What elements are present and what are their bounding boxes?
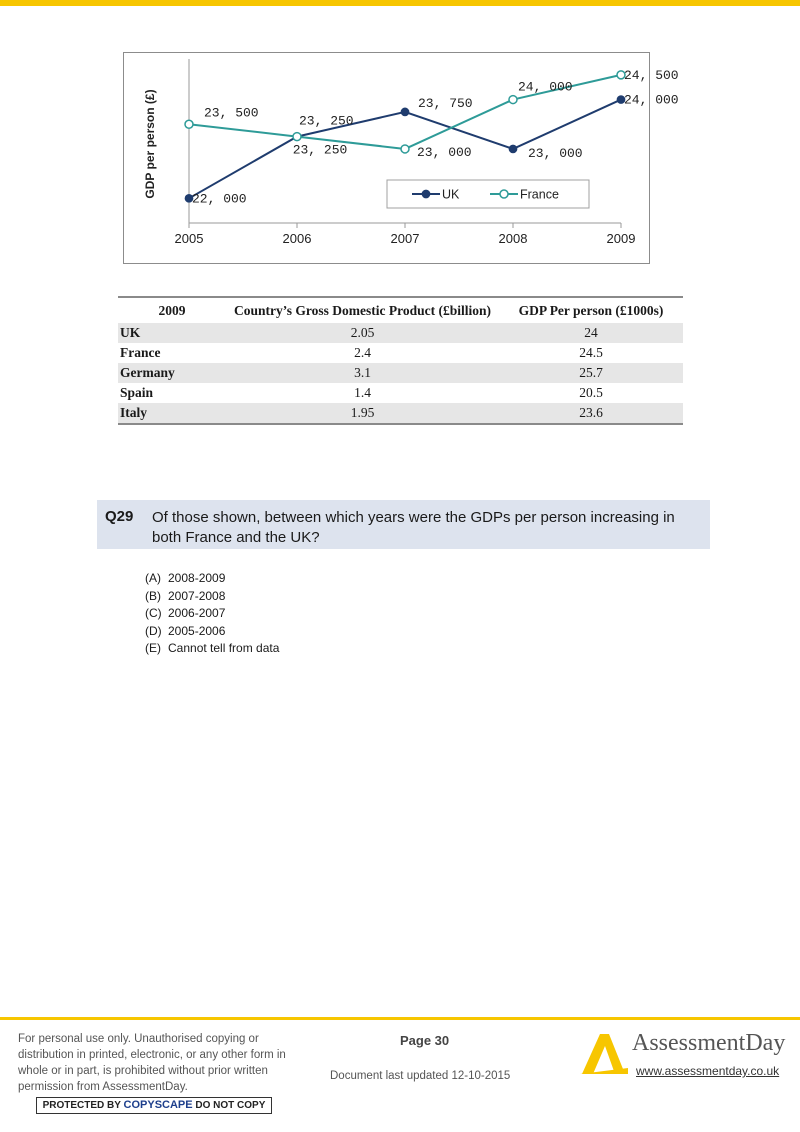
chart-canvas xyxy=(124,53,679,263)
option-letter: (C) xyxy=(145,606,162,620)
table-cell-gdp-per-person: 24.5 xyxy=(579,345,603,360)
table-cell-gdp: 1.4 xyxy=(354,385,371,400)
table-header-gdp: Country’s Gross Domestic Product (£billion) xyxy=(234,303,491,318)
table-cell-gdp-per-person: 25.7 xyxy=(579,365,603,380)
page-number: Page 30 xyxy=(400,1033,450,1048)
copyscape-badge[interactable] xyxy=(36,1097,272,1114)
table-cell-country: Germany xyxy=(120,365,175,380)
option-letter: (B) xyxy=(145,588,161,603)
copyscape-suffix: DO NOT COPY xyxy=(195,1100,266,1111)
copyscape-brand: COPYSCAPE xyxy=(123,1099,193,1111)
legend-label: UK xyxy=(442,187,460,202)
table-row xyxy=(118,363,683,383)
website-link[interactable]: www.assessmentday.co.uk xyxy=(636,1064,780,1078)
table-header-row xyxy=(118,297,683,323)
brand-name: AssessmentDay xyxy=(632,1030,786,1056)
data-point-uk xyxy=(509,145,516,152)
y-axis-title: GDP per person (£) xyxy=(143,89,157,199)
data-point-france xyxy=(509,96,517,104)
data-label-france: 23, 500 xyxy=(204,105,259,121)
answer-option-e[interactable] xyxy=(145,640,279,658)
table-row xyxy=(118,343,683,363)
option-text: 2005-2006 xyxy=(168,623,226,638)
table-cell-gdp: 3.1 xyxy=(354,365,371,380)
table-cell-gdp-per-person: 23.6 xyxy=(579,405,603,420)
table-row xyxy=(118,323,683,343)
option-text: 2007-2008 xyxy=(168,588,226,603)
option-text: 2008-2009 xyxy=(168,571,226,585)
option-letter: (E) xyxy=(145,641,161,655)
answer-option-a[interactable] xyxy=(145,570,279,588)
answer-options xyxy=(145,570,279,658)
data-point-france xyxy=(293,133,301,141)
table-cell-gdp: 1.95 xyxy=(350,405,375,420)
data-label-uk: 23, 250 xyxy=(299,113,354,129)
copyright-notice: For personal use only. Unauthorised copying or distribution in printed, electronic, or any other form in whole or in part, is prohibited without prior written permission from AssessmentDay. xyxy=(18,1033,286,1093)
table-cell-country: France xyxy=(120,345,161,360)
table-header-gdp-per-person: GDP Per person (£1000s) xyxy=(518,303,664,318)
data-label-france: 24, 500 xyxy=(624,67,679,83)
answer-option-b[interactable] xyxy=(145,588,279,606)
last-updated: Document last updated 12-10-2015 xyxy=(330,1070,511,1082)
gdp-table xyxy=(118,296,683,425)
table-cell-country: Italy xyxy=(120,405,147,420)
data-label-uk: 23, 000 xyxy=(528,145,583,161)
legend-swatch-marker xyxy=(422,190,429,197)
table-row xyxy=(118,403,683,424)
x-tick-label: 2005 xyxy=(174,231,204,246)
option-text: 2006-2007 xyxy=(168,606,226,620)
data-label-uk: 24, 000 xyxy=(624,92,679,108)
assessmentday-logo-icon xyxy=(578,1030,630,1076)
table-cell-country: Spain xyxy=(120,385,154,400)
option-text: Cannot tell from data xyxy=(168,641,280,655)
option-letter: (D) xyxy=(145,623,162,638)
data-point-uk xyxy=(401,108,408,115)
option-letter: (A) xyxy=(145,571,161,585)
question-box xyxy=(97,500,710,549)
copyscape-prefix: PROTECTED BY xyxy=(42,1100,121,1111)
legend-swatch-marker xyxy=(500,190,508,198)
table-cell-gdp-per-person: 20.5 xyxy=(579,385,603,400)
table-row xyxy=(118,383,683,403)
x-tick-label: 2006 xyxy=(282,231,312,246)
data-label-france: 23, 250 xyxy=(292,142,348,158)
data-label-uk: 23, 750 xyxy=(418,95,473,111)
table-cell-gdp: 2.05 xyxy=(350,325,375,340)
x-tick-label: 2008 xyxy=(498,231,528,246)
x-tick-label: 2009 xyxy=(606,231,636,246)
top-accent-bar xyxy=(0,0,800,6)
table-cell-gdp-per-person: 24 xyxy=(584,325,598,340)
x-tick-label: 2007 xyxy=(390,231,420,246)
answer-option-c[interactable] xyxy=(145,605,279,623)
data-label-france: 23, 000 xyxy=(417,144,472,160)
table-cell-country: UK xyxy=(120,325,141,340)
question-number: Q29 xyxy=(105,508,134,525)
answer-option-d[interactable] xyxy=(145,623,279,641)
footer-rule xyxy=(0,1017,800,1020)
data-point-france xyxy=(185,120,193,128)
data-point-france xyxy=(401,145,409,153)
data-label-france: 24, 000 xyxy=(518,79,573,95)
gdp-line-chart xyxy=(123,52,679,264)
table-header-year: 2009 xyxy=(158,303,186,318)
table-cell-gdp: 2.4 xyxy=(354,345,371,360)
question-text: Of those shown, between which years were the GDPs per person increasing in both France and the UK? xyxy=(152,509,675,546)
data-label-uk: 22, 000 xyxy=(192,191,247,207)
legend-label: France xyxy=(520,187,559,202)
